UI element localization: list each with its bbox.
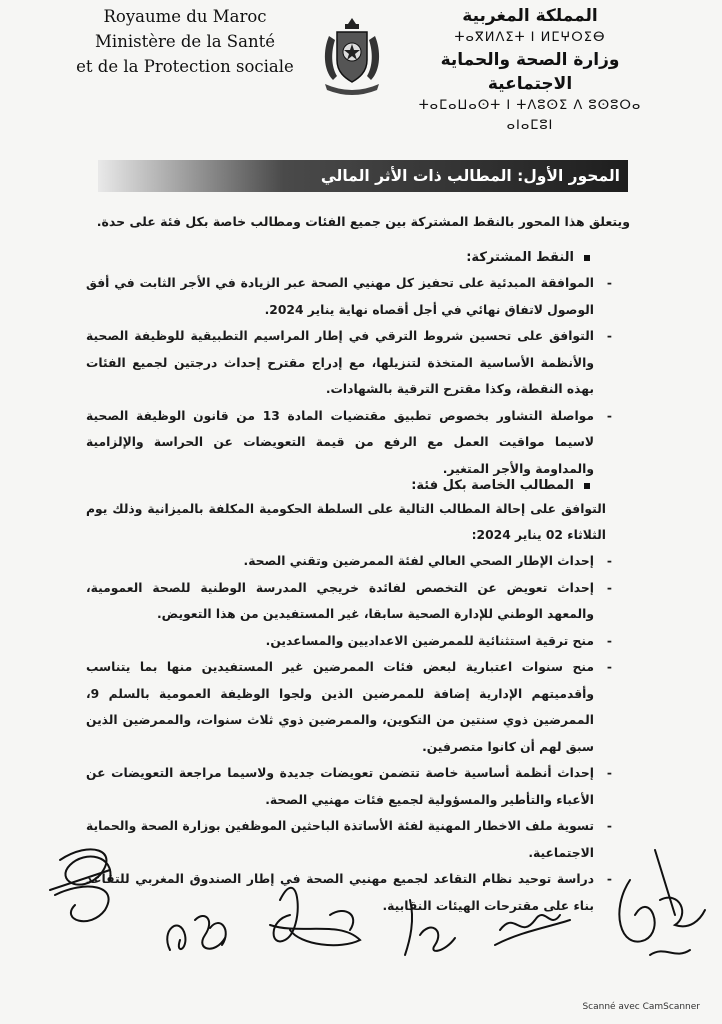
specific-intro: التوافق على إحالة المطالب التالية على السلطة الحكومية المكلفة بالميزانية وذلك يوم الثلاثاء 02 يناير 2024:	[86, 502, 606, 542]
header-arabic	[400, 4, 660, 136]
list-item: - إحداث تعويض عن التخصص لفائدة خريجي المدرسة الوطنية للصحة العمومية، والمعهد الوطني للإدارة الصحية سابقا، غير المستفيدين من هذا التعويض.	[86, 575, 606, 628]
header-tifinagh-line1: ⵜⴰⴳⵍⴷⵉⵜ ⵏ ⵍⵎⵖⵔⵉⴱ	[454, 30, 606, 45]
section-intro: ويتعلق هذا المحور بالنقط المشتركة بين جميع الفئات ومطالب خاصة بكل فئة على حدة.	[96, 214, 630, 229]
list-item: - مواصلة التشاور بخصوص تطبيق مقتضيات المادة 13 من قانون الوظيفة الصحية لاسيما مواقيت العمل مع الرفع من قيمة التعويضات عن الحراسة والإلزامية والمداومة والأجر المتغير.	[86, 403, 606, 483]
signature-2	[167, 916, 226, 950]
header-tifinagh-line2: ⵜⴰⵎⴰⵡⴰⵙⵜ ⵏ ⵜⴷⵓⵙⵉ ⴷ ⵓⵙⵓⵔⴰ ⴰⵏⴰⵎⵓⵏ	[418, 98, 642, 133]
signature-4	[405, 900, 455, 955]
list-item: - إحداث أنظمة أساسية خاصة تتضمن تعويضات جديدة ولاسيما مراجعة التعويضات عن الأعباء والتأطير والمسؤولية لجميع فئات مهنيي الصحة.	[86, 760, 606, 813]
common-heading	[290, 248, 590, 268]
list-item: - دراسة توحيد نظام التقاعد لجميع مهنيي الصحة في إطار الصندوق المغربي للتقاعد بناء على مقترحات الهيئات النقابية.	[86, 866, 606, 919]
list-item: - الموافقة المبدئية على تحفيز كل مهنيي الصحة عبر الزيادة في الأجر الثابت في أفق الوصول لاتفاق نهائي في أجل أقصاه نهاية يناير 2024.	[86, 270, 606, 323]
list-item: - التوافق على تحسين شروط الترقي في إطار المراسيم التطبيقية للوظيفة الصحية والأنظمة الأساسية المتخذة لتنزيلها، مع إدراج مقترح إحداث درجتين لجميع الفئات بهذه النقطة، وكذا مقترح الترقية بالشهادات.	[86, 323, 606, 403]
header-ar-line2: وزارة الصحة والحماية الاجتماعية	[440, 50, 620, 94]
list-item: - تسوية ملف الاخطار المهنية لفئة الأساتذة الباحثين الموظفين بوزارة الصحة والحماية الاجتماعية.	[86, 813, 606, 866]
common-heading-text: النقط المشتركة:	[466, 250, 574, 265]
coat-of-arms-icon	[315, 14, 389, 98]
header-fr-line3: et de la Protection sociale	[76, 57, 294, 76]
specific-heading-text: المطالب الخاصة بكل فئة:	[411, 478, 574, 493]
scanner-watermark: Scanné avec CamScanner	[582, 1002, 700, 1012]
header-fr-line1: Royaume du Maroc	[103, 7, 267, 26]
header-ar-line1: المملكة المغربية	[462, 6, 598, 26]
section-title-band: المحور الأول: المطالب ذات الأثر المالي	[98, 160, 628, 192]
common-list	[86, 270, 606, 482]
list-item: - منح ترقية استثنائية للممرضين الاعداديين والمساعدين.	[86, 628, 606, 655]
square-bullet-icon	[584, 483, 590, 489]
signature-3	[270, 888, 360, 945]
list-item: - إحداث الإطار الصحي العالي لفئة الممرضين وتقني الصحة.	[86, 548, 606, 575]
header-french	[70, 4, 300, 79]
header-fr-line2: Ministère de la Santé	[95, 32, 275, 51]
signature-1	[50, 849, 111, 921]
signature-6	[619, 850, 705, 955]
list-item: - منح سنوات اعتبارية لبعض فئات الممرضين غير المستفيدين منها بما يتناسب وأقدميتهم الإدارية إضافة للممرضين الذين ولجوا الوظيفة العمومية بالسلم 9، الممرضين ذوي سنتين من التكوين، والممرضين ذوي ثلاث سنوات، والممرضين الذين سبق لهم أن كانوا متصرفين.	[86, 654, 606, 760]
signatures-area	[0, 820, 722, 1000]
signature-5	[495, 915, 570, 945]
specific-heading	[290, 476, 590, 496]
square-bullet-icon	[584, 255, 590, 261]
